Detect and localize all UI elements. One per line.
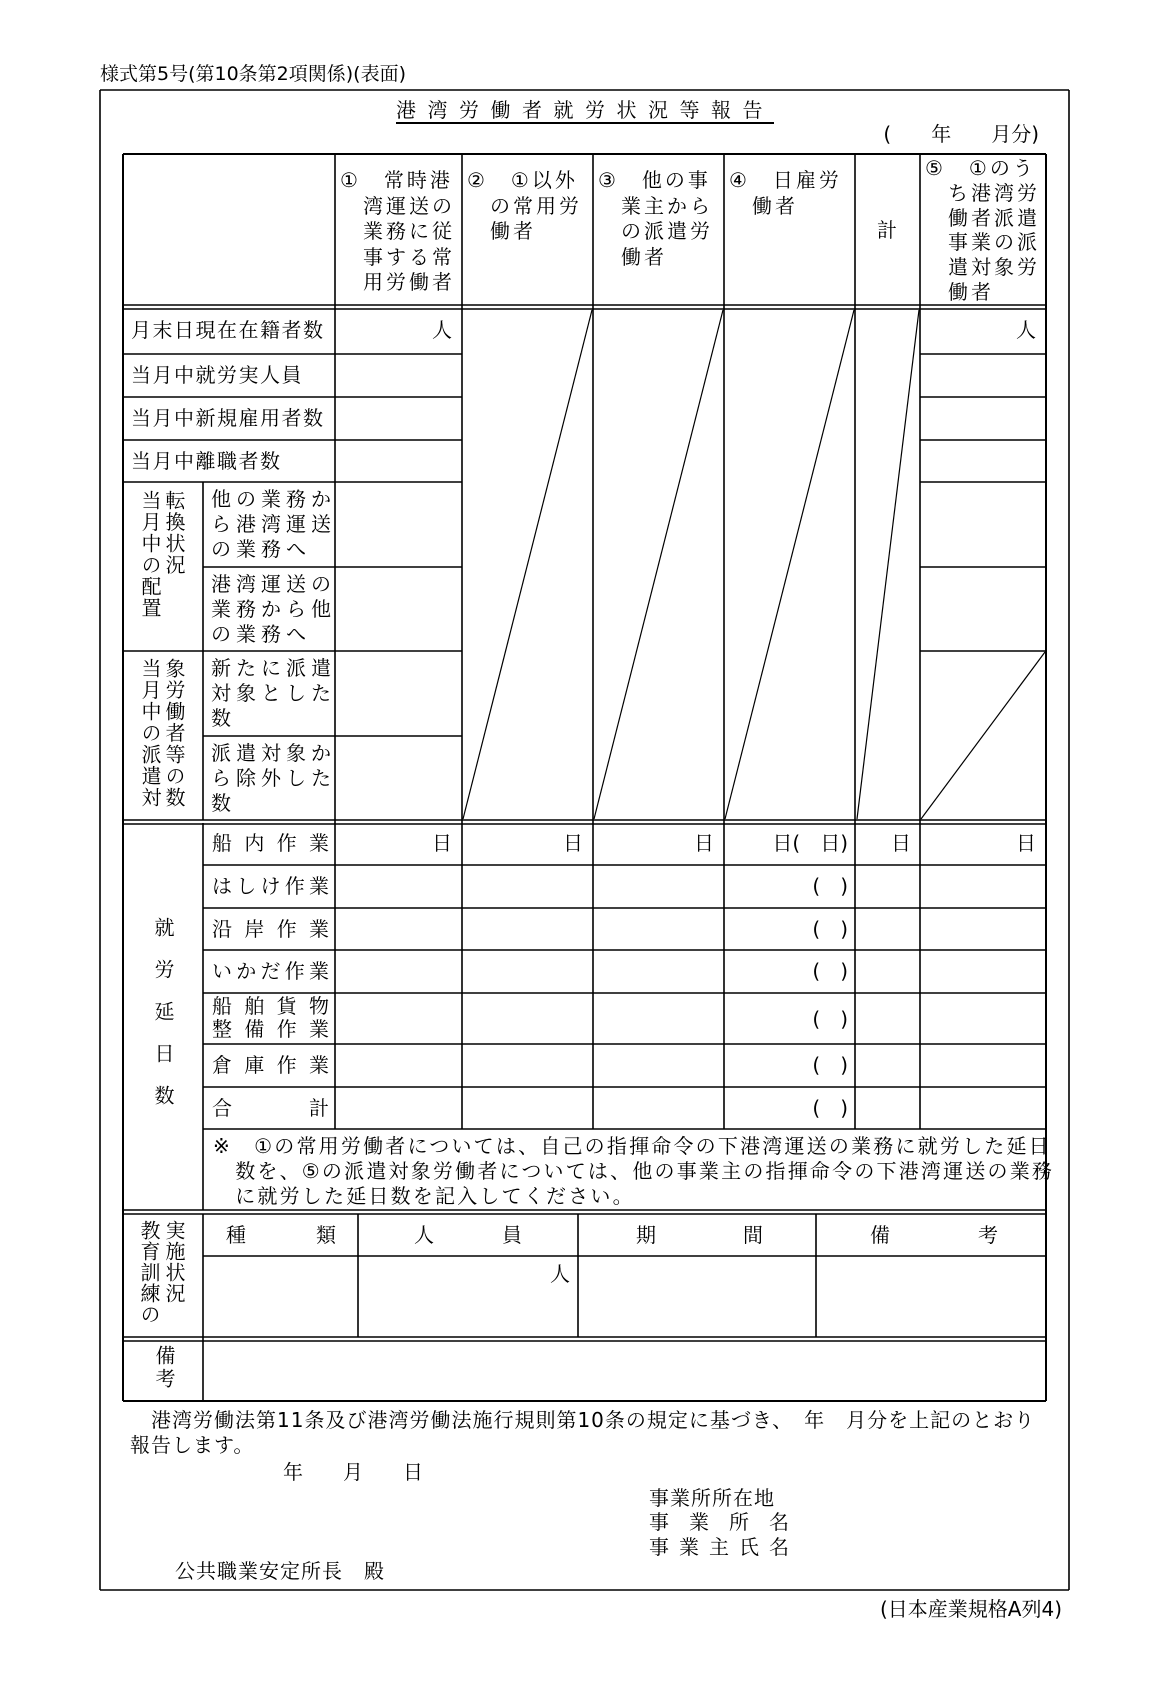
unit-day-c1: 日 [432,831,452,855]
diagonal-strike [857,310,919,819]
training-header-remarks: 備考 [870,1223,998,1247]
row-label-into-port: 他の業務か ら港湾運送 の業務へ [211,487,336,561]
row-label-new-hires: 当月中新規雇用者数 [131,406,325,430]
group-label-dispatch-2: 象労働者等の数 [162,658,186,809]
training-header-period: 期間 [636,1223,763,1247]
workdays-note: ※ ①の常用労働者については、自己の指揮命令の下港湾運送の業務に就労した延日 数を、⑤の派遣対象労働者については、他の事業主の指揮命令の下港湾運送の業務 に就労した延日数を記入してください。 [213,1134,1055,1208]
group-label-transfer-2: 転換状況 [162,490,186,576]
form-number: 様式第5号(第10条第2項関係)(表面) [100,63,407,85]
unit-person-training: 人 [550,1262,570,1286]
unit-day-c5: 日 [1016,831,1036,855]
unit-day-c4: 日( 日) [772,831,848,855]
report-date: 年 月 日 [283,1460,423,1484]
col-header-other-regular: ② ①以外 の常用労 働者 [467,168,582,243]
unit-day-c2: 日 [563,831,583,855]
addressee: 公共職業安定所長 殿 [175,1559,385,1583]
row-label-onboard: 船内作業 [212,831,329,855]
training-label-2: 実施状況 [162,1220,186,1304]
diagonal-strike [594,310,723,819]
paren-raft: ( ) [812,959,848,983]
row-label-coastal: 沿岸作業 [212,917,329,941]
unit-day-c3: 日 [694,831,714,855]
row-label-lighter: はしけ作業 [212,874,329,898]
paren-total: ( ) [812,1096,848,1120]
form-title: 港湾労働者就労状況等報告 [396,98,774,122]
col-header-total: 計 [877,218,897,242]
row-label-newly-targeted: 新たに派遣 対象とした 数 [211,656,336,730]
group-label-dispatch-1: 当月中の派遣対 [138,658,162,809]
row-label-out-of-port: 港湾運送の 業務から他 の業務へ [211,572,336,646]
signatory-address: 事業所所在地 [649,1486,775,1510]
paren-lighter: ( ) [812,874,848,898]
col-header-regular-port: ① 常時港 湾運送の 業務に従 事する常 用労働者 [340,168,455,294]
row-label-total: 合計 [212,1096,329,1120]
unit-person-c5: 人 [1016,318,1036,342]
row-label-actual-workers: 当月中就労実人員 [131,363,303,387]
row-label-warehouse: 倉庫作業 [212,1053,329,1077]
declaration-text: 港湾労働法第11条及び港湾労働法施行規則第10条の規定に基づき、 年 月分を上記のとおり 報告します。 [130,1408,1036,1457]
col-header-day-laborer: ④ 日雇労 働者 [729,168,842,218]
paren-cargo-prep: ( ) [812,1007,848,1031]
signatory-office: 事 業 所 名 [649,1510,789,1534]
col-header-dispatched: ③ 他の事 業主から の派遣労 働者 [598,168,713,269]
unit-person-c1: 人 [432,318,452,342]
group-label-transfer-1: 当月中の配置 [138,490,162,619]
row-label-separations: 当月中離職者数 [131,449,282,473]
row-label-cargo-prep: 船舶貨物 整備作業 [212,994,329,1041]
unit-day-total: 日 [891,831,911,855]
row-label-raft: いかだ作業 [212,959,329,983]
diagonal-strike [921,652,1045,819]
training-header-type: 種類 [226,1223,336,1247]
paren-warehouse: ( ) [812,1053,848,1077]
diagonal-strike [725,310,854,819]
paper-size-note: (日本産業規格A列4) [879,1597,1062,1621]
row-label-enrolled: 月末日現在在籍者数 [131,318,325,342]
paren-coastal: ( ) [812,917,848,941]
col-header-dispatch-target: ⑤ ①のう ち港湾労 働者派遣 事業の派 遣対象労 働者 [925,156,1040,304]
training-label-1: 教育訓練の [137,1220,161,1325]
row-label-excluded: 派遣対象か ら除外した 数 [211,741,336,815]
diagonal-strike [463,310,592,819]
group-label-workdays: 就労延日数 [151,917,175,1127]
report-period: ( 年 月分) [883,122,1039,146]
signatory-employer: 事 業 主 氏 名 [649,1535,784,1559]
remarks-label: 備考 [152,1345,176,1391]
training-header-persons: 人員 [414,1223,522,1247]
